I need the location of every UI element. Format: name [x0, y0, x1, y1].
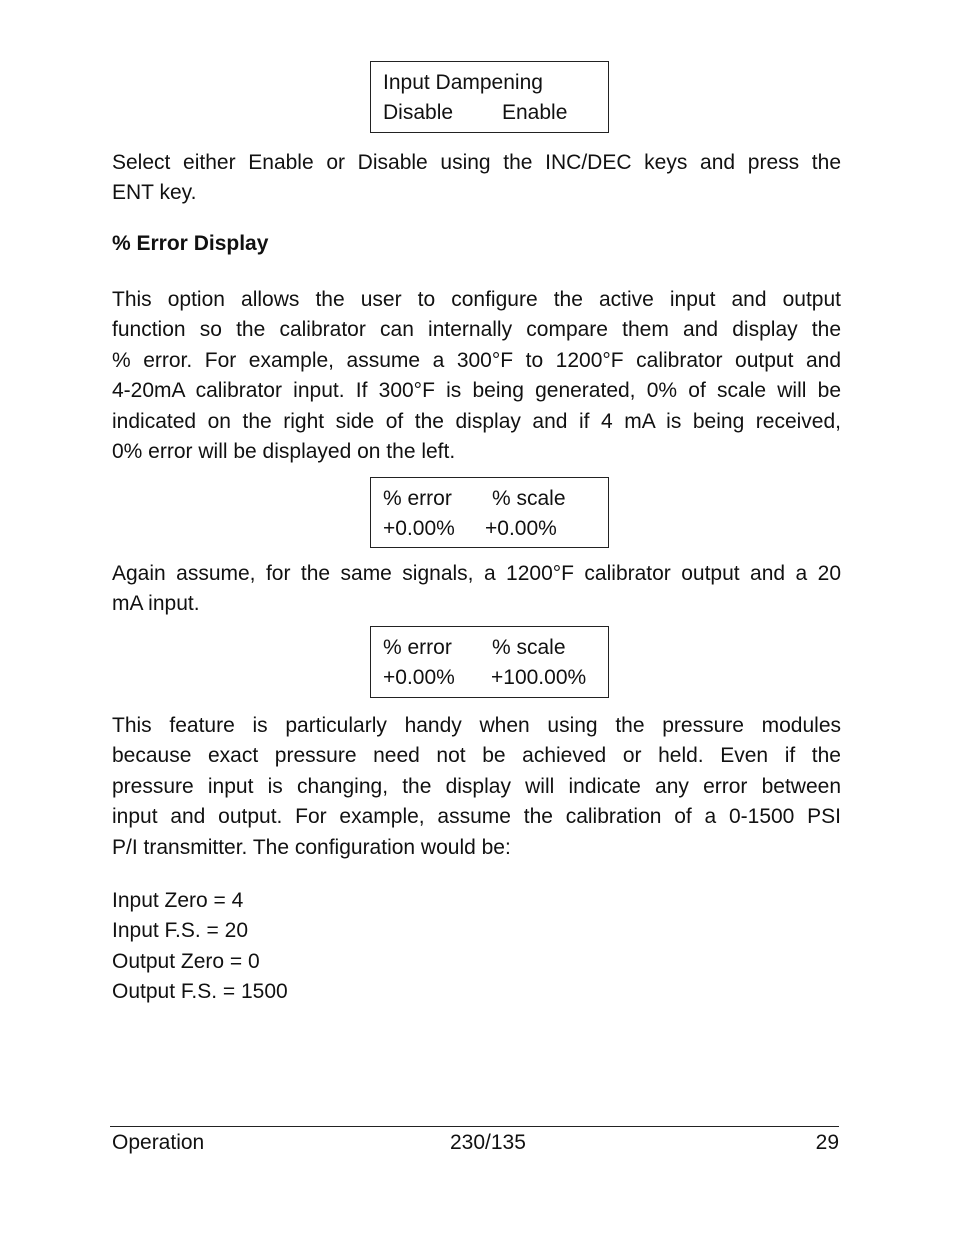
error-label: % error	[383, 487, 452, 510]
text-line: ENT key.	[112, 181, 197, 205]
page-footer	[112, 1131, 839, 1159]
configuration-list	[112, 886, 288, 1008]
text-line: indicated on the right side of the display and if 4 mA is being received,	[112, 409, 841, 433]
footer-model: 230/135	[450, 1131, 526, 1154]
scale-label: % scale	[492, 487, 566, 510]
error-value: +0.00%	[383, 666, 455, 689]
text-line: pressure input is changing, the display will indicate any error between	[112, 774, 841, 798]
display-line	[383, 663, 608, 693]
enable-option: Enable	[502, 101, 568, 124]
scale-value: +0.00%	[485, 517, 557, 540]
text-line: because exact pressure need not be achieved or held. Even if the	[112, 744, 841, 768]
config-item: Output Zero = 0	[112, 949, 260, 973]
text-line: P/I transmitter. The configuration would be:	[112, 835, 511, 859]
config-item: Input Zero = 4	[112, 889, 244, 912]
display-box-error-2	[370, 626, 609, 698]
text-line: 4-20mA calibrator input. If 300°F is being generated, 0% of scale will be	[112, 379, 841, 403]
display-line	[383, 98, 608, 128]
paragraph-select	[112, 148, 841, 209]
paragraph-feature	[112, 711, 841, 863]
text-line: This option allows the user to configure the active input and output	[112, 288, 841, 311]
config-item: Input F.S. = 20	[112, 919, 249, 943]
text-line: % error. For example, assume a 300°F to 1200°F calibrator output and	[112, 348, 841, 372]
scale-value: +100.00%	[491, 666, 587, 689]
text-line: function so the calibrator can internally compare them and display the	[112, 318, 841, 342]
display-line: Input Dampening	[383, 71, 543, 94]
paragraph-option	[112, 285, 841, 467]
text-line: input and output. For example, assume the calibration of a 0-1500 PSI	[112, 805, 841, 829]
footer-section: Operation	[112, 1131, 205, 1154]
paragraph-again	[112, 559, 841, 620]
footer-divider	[110, 1126, 839, 1127]
scale-label: % scale	[492, 636, 566, 659]
section-heading: % Error Display	[112, 232, 269, 255]
display-line	[383, 514, 608, 544]
error-value: +0.00%	[383, 517, 455, 540]
display-line	[383, 633, 608, 663]
display-box-dampening	[370, 61, 609, 133]
display-box-error-1	[370, 477, 609, 548]
text-line: This feature is particularly handy when using the pressure modules	[112, 714, 841, 737]
disable-option: Disable	[383, 101, 454, 124]
text-line: mA input.	[112, 592, 200, 616]
text-line: Select either Enable or Disable using the INC/DEC keys and press the	[112, 151, 841, 174]
text-line: 0% error will be displayed on the left.	[112, 439, 456, 463]
page-number: 29	[815, 1131, 839, 1154]
error-label: % error	[383, 636, 452, 659]
text-line: Again assume, for the same signals, a 1200°F calibrator output and a 20	[112, 562, 841, 585]
display-line	[383, 484, 608, 514]
config-item: Output F.S. = 1500	[112, 980, 288, 1004]
